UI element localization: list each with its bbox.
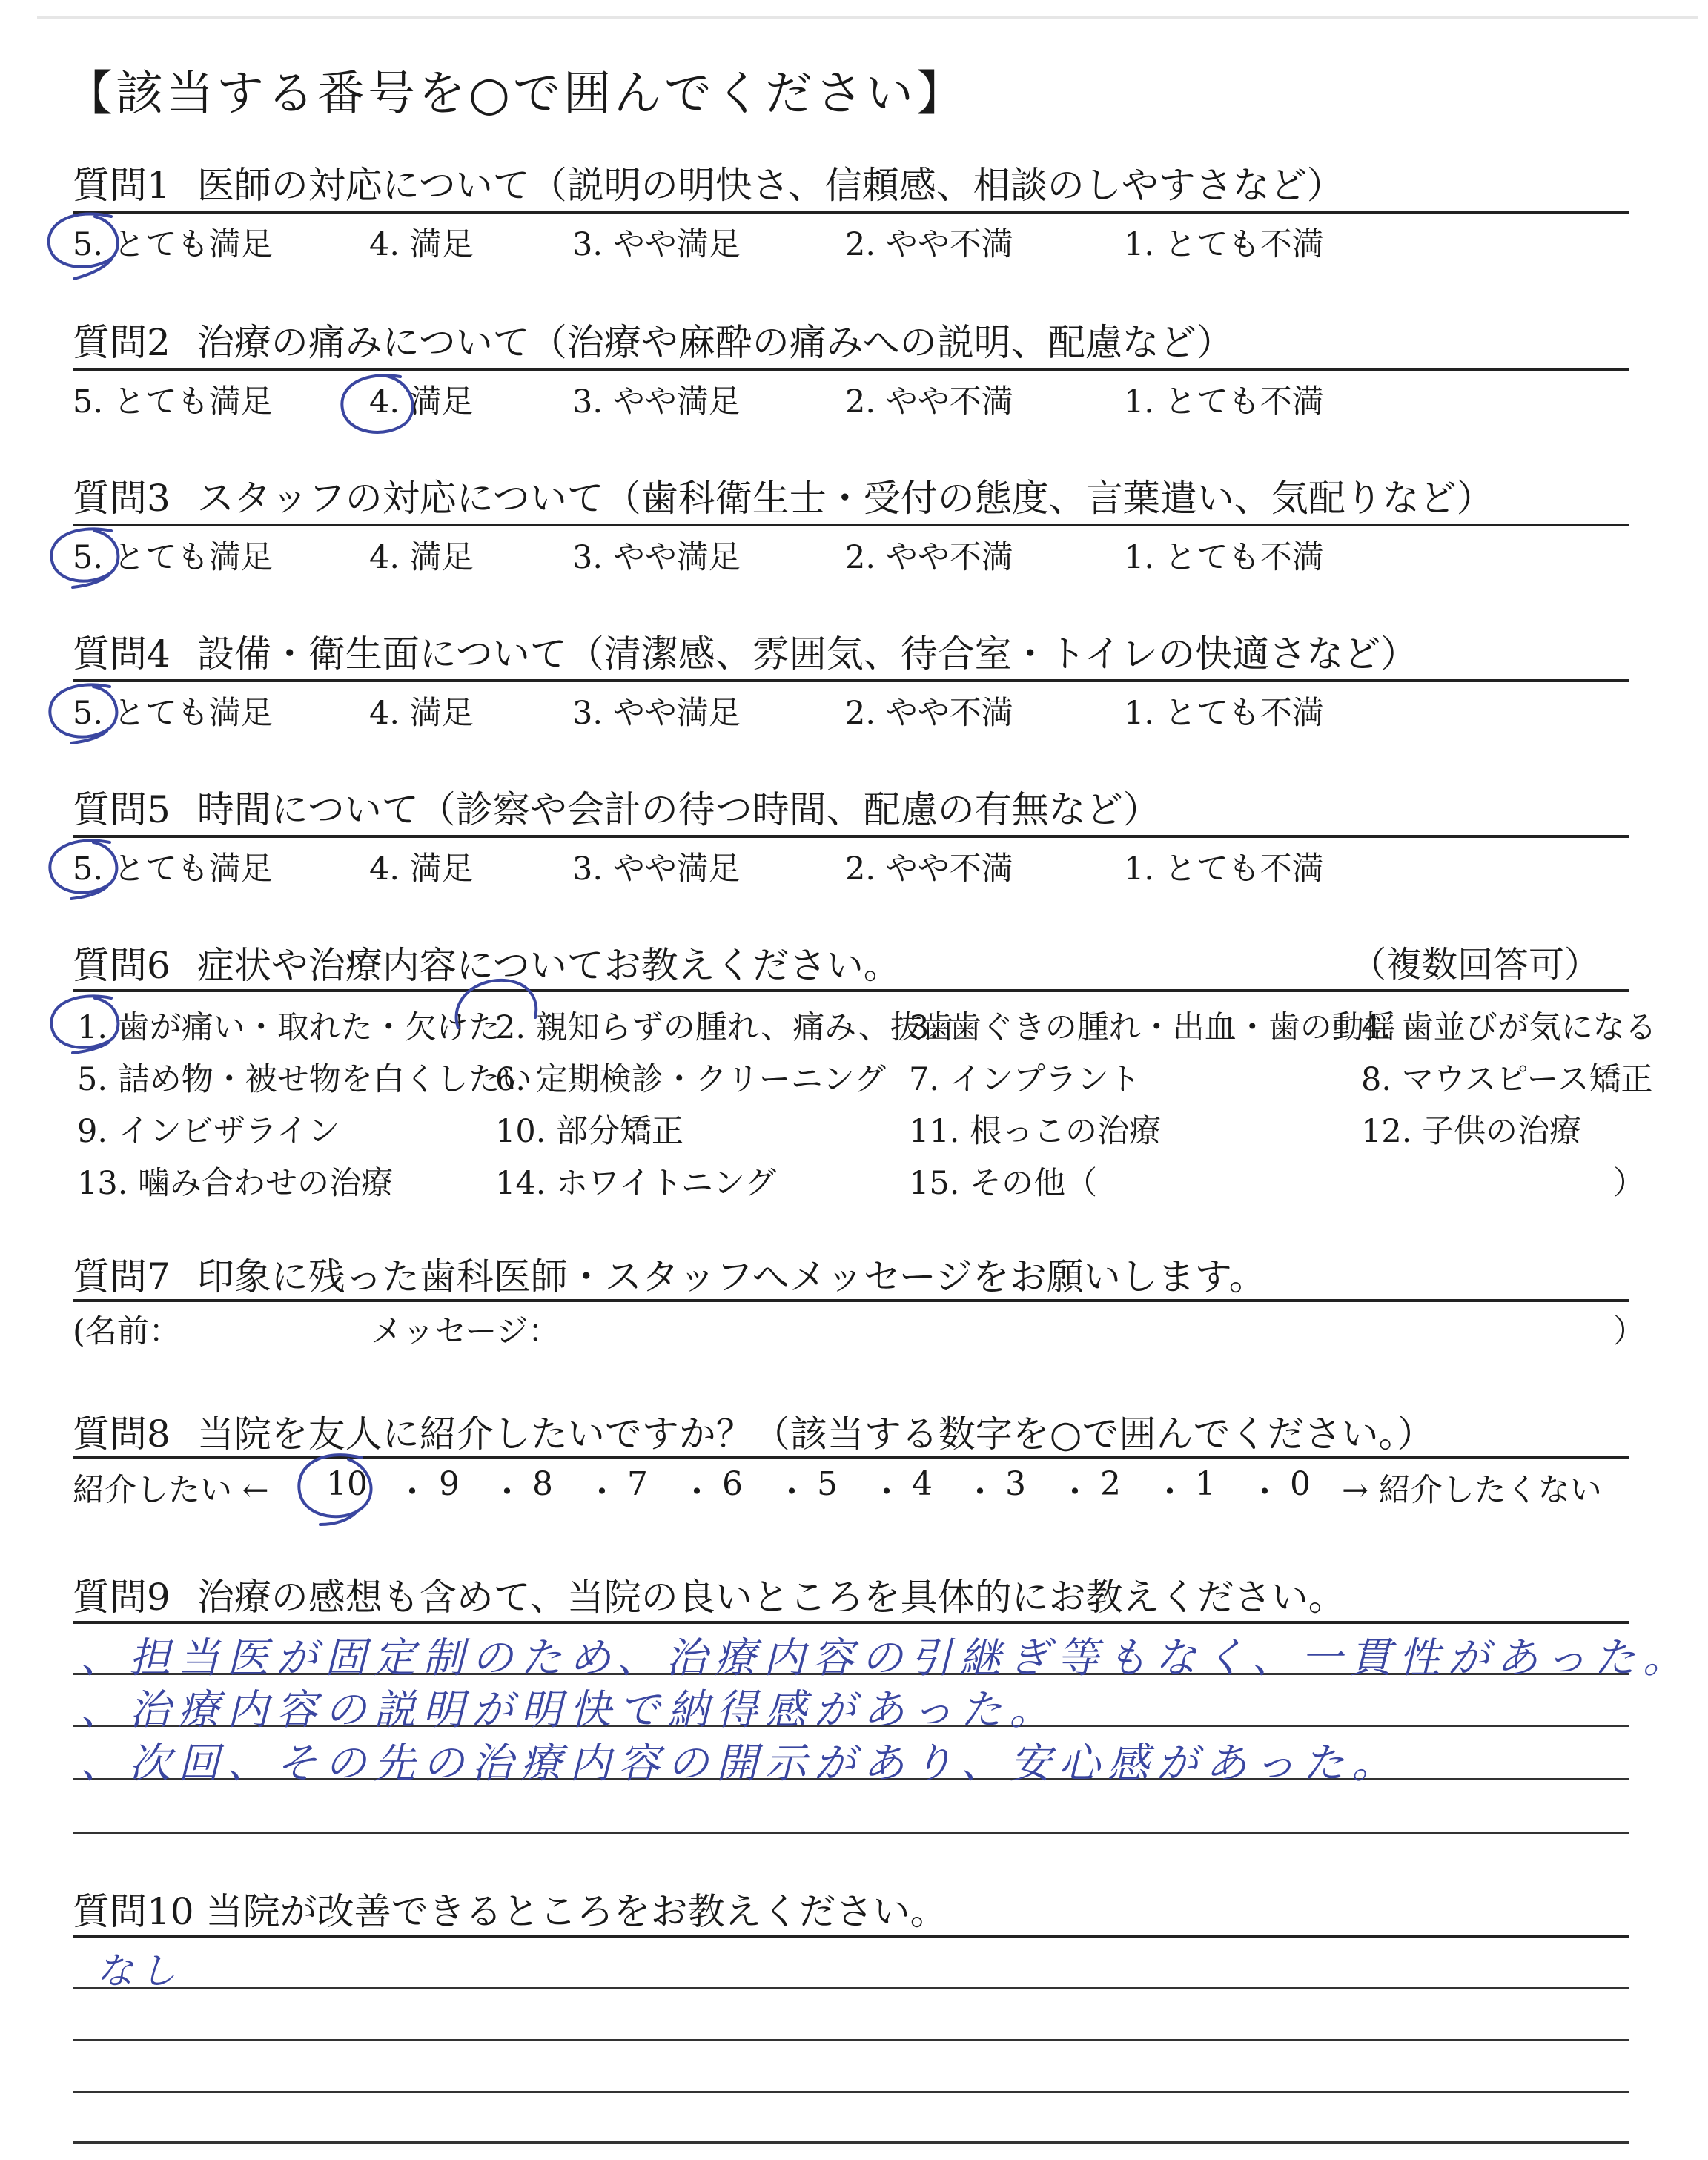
scale-separator: ・ <box>491 1473 523 1511</box>
q1-option-5[interactable]: 5. とても満足 <box>73 226 273 263</box>
q3-option-1[interactable]: 1. とても不満 <box>1124 539 1324 576</box>
q6-option-11[interactable]: 11. 根っこの治療 <box>909 1113 1162 1150</box>
question-1-title <box>73 156 1344 209</box>
scale-separator: ・ <box>396 1473 428 1511</box>
q6-option-8[interactable]: 8. マウスピース矯正 <box>1361 1061 1653 1098</box>
scale-7[interactable]: 7 <box>627 1465 648 1503</box>
question-text: 治療の痛みについて（治療や麻酔の痛みへの説明、配慮など） <box>196 321 1234 364</box>
q1-option-2[interactable]: 2. やや不満 <box>845 226 1013 263</box>
scale-6[interactable]: 6 <box>722 1465 743 1503</box>
question-number: 質問8 <box>73 1413 171 1456</box>
question-number: 質問6 <box>73 944 171 987</box>
q6-option-13[interactable]: 13. 噛み合わせの治療 <box>77 1165 394 1202</box>
q3-option-3[interactable]: 3. やや満足 <box>572 539 741 576</box>
question-rule <box>73 524 1629 526</box>
question-rule <box>73 835 1629 838</box>
question-number: 質問4 <box>73 633 171 676</box>
q5-option-2[interactable]: 2. やや不満 <box>845 851 1013 888</box>
question-rule <box>73 1621 1629 1624</box>
top-rule <box>37 16 1698 19</box>
q6-option-6[interactable]: 6. 定期検診・クリーニング <box>495 1061 886 1098</box>
name-label: (名前： <box>73 1313 181 1350</box>
q6-option-3[interactable]: 3. 歯ぐきの腫れ・出血・歯の動揺 <box>909 1009 1396 1046</box>
q5-option-3[interactable]: 3. やや満足 <box>572 851 741 888</box>
question-rule <box>73 368 1629 371</box>
question-5-title <box>73 780 1160 833</box>
q2-option-5[interactable]: 5. とても満足 <box>73 383 273 420</box>
q6-option-7[interactable]: 7. インプラント <box>909 1061 1141 1098</box>
answer-line <box>73 2039 1629 2041</box>
scale-3[interactable]: 3 <box>1005 1465 1026 1503</box>
q4-option-5[interactable]: 5. とても満足 <box>73 695 273 732</box>
multiple-answer-note: （複数回答可） <box>1350 944 1600 985</box>
q6-option-5[interactable]: 5. 詰め物・被せ物を白くしたい <box>77 1061 532 1098</box>
question-3-title <box>73 469 1494 522</box>
q3-option-5[interactable]: 5. とても満足 <box>73 539 273 576</box>
question-number: 質問10 <box>73 1890 194 1933</box>
scale-2[interactable]: 2 <box>1100 1465 1121 1503</box>
question-text: 当院を友人に紹介したいですか？（該当する数字を○で囲んでください。） <box>196 1413 1434 1456</box>
question-text: 時間について（診察や会計の待つ時間、配慮の有無など） <box>196 788 1160 831</box>
answer-line <box>73 1832 1629 1834</box>
q1-option-4[interactable]: 4. 満足 <box>369 226 474 263</box>
scale-9[interactable]: 9 <box>439 1465 460 1503</box>
question-text: スタッフの対応について（歯科衛生士・受付の態度、言葉遣い、気配りなど） <box>196 477 1494 520</box>
question-6-title <box>73 936 901 989</box>
question-7-title <box>73 1247 1266 1301</box>
question-number: 質問9 <box>73 1576 171 1619</box>
answer-line <box>73 2141 1629 2144</box>
q9-answer-line-1[interactable]: 、担当医が固定制のため、治療内容の引継ぎ等もなく、一貫性があった。 <box>80 1634 1692 1682</box>
q3-option-2[interactable]: 2. やや不満 <box>845 539 1013 576</box>
q4-option-2[interactable]: 2. やや不満 <box>845 695 1013 732</box>
question-text: 当院が改善できるところをお教えください。 <box>205 1890 947 1933</box>
q2-option-3[interactable]: 3. やや満足 <box>572 383 741 420</box>
q10-answer[interactable]: なし <box>96 1949 182 1992</box>
scale-1[interactable]: 1 <box>1195 1465 1216 1503</box>
recommend-right-label: → 紹介したくない <box>1342 1472 1602 1509</box>
question-number: 質問2 <box>73 321 171 364</box>
scale-10[interactable]: 10 <box>326 1465 368 1503</box>
q9-answer-line-2[interactable]: 、治療内容の説明が明快で納得感があった。 <box>80 1686 1059 1734</box>
question-text: 症状や治療内容についてお教えください。 <box>196 944 901 987</box>
scale-separator: ・ <box>870 1473 903 1511</box>
question-rule <box>73 1456 1629 1459</box>
question-number: 質問3 <box>73 477 171 520</box>
message-close-paren: ） <box>1613 1313 1645 1350</box>
q2-option-2[interactable]: 2. やや不満 <box>845 383 1013 420</box>
question-text: 印象に残った歯科医師・スタッフへメッセージをお願いします。 <box>196 1255 1266 1298</box>
question-9-title <box>73 1568 1345 1621</box>
question-text: 設備・衛生面について（清潔感、雰囲気、待合室・トイレの快適さなど） <box>196 633 1418 676</box>
q1-option-3[interactable]: 3. やや満足 <box>572 226 741 263</box>
other-close-paren: ） <box>1613 1165 1645 1202</box>
question-number: 質問1 <box>73 164 171 207</box>
scale-0[interactable]: 0 <box>1290 1465 1311 1503</box>
q6-option-9[interactable]: 9. インビザライン <box>77 1113 340 1150</box>
q5-option-5[interactable]: 5. とても満足 <box>73 851 273 888</box>
q3-option-4[interactable]: 4. 満足 <box>369 539 474 576</box>
answer-line <box>73 2091 1629 2093</box>
recommend-left-label: 紹介したい ← <box>73 1472 269 1509</box>
q6-option-14[interactable]: 14. ホワイトニング <box>495 1165 777 1202</box>
question-rule <box>73 679 1629 682</box>
scale-8[interactable]: 8 <box>532 1465 553 1503</box>
q6-option-4[interactable]: 4. 歯並びが気になる <box>1361 1009 1657 1046</box>
question-number: 質問5 <box>73 788 171 831</box>
q2-option-4[interactable]: 4. 満足 <box>369 383 474 420</box>
question-10-title <box>73 1882 947 1935</box>
scale-separator: ・ <box>586 1473 618 1511</box>
question-4-title <box>73 624 1417 678</box>
scale-separator: ・ <box>1153 1473 1186 1511</box>
question-rule <box>73 1299 1629 1302</box>
scale-separator: ・ <box>775 1473 808 1511</box>
question-text: 治療の感想も含めて、当院の良いところを具体的にお教えください。 <box>196 1576 1345 1619</box>
question-rule <box>73 1935 1629 1938</box>
q9-answer-line-3[interactable]: 、次回、その先の治療内容の開示があり、安心感があった。 <box>80 1740 1401 1788</box>
scale-separator: ・ <box>1248 1473 1281 1511</box>
question-2-title <box>73 313 1234 366</box>
question-rule <box>73 989 1629 992</box>
question-8-title <box>73 1404 1434 1458</box>
q4-option-1[interactable]: 1. とても不満 <box>1124 695 1324 732</box>
page-title: 【該当する番号を○で囲んでください】 <box>65 67 967 122</box>
q4-option-3[interactable]: 3. やや満足 <box>572 695 741 732</box>
question-rule <box>73 211 1629 214</box>
scale-separator: ・ <box>681 1473 713 1511</box>
question-number: 質問7 <box>73 1255 171 1298</box>
scale-5[interactable]: 5 <box>817 1465 838 1503</box>
q1-option-1[interactable]: 1. とても不満 <box>1124 226 1324 263</box>
q6-option-2[interactable]: 2. 親知らずの腫れ、痛み、抜歯 <box>495 1009 954 1046</box>
scale-separator: ・ <box>964 1473 996 1511</box>
q6-option-12[interactable]: 12. 子供の治療 <box>1361 1113 1582 1150</box>
q4-option-4[interactable]: 4. 満足 <box>369 695 474 732</box>
q6-option-1[interactable]: 1. 歯が痛い・取れた・欠けた <box>77 1009 500 1046</box>
message-label: メッセージ： <box>371 1313 560 1350</box>
q6-option-15[interactable]: 15. その他（ <box>909 1165 1098 1202</box>
q5-option-1[interactable]: 1. とても不満 <box>1124 851 1324 888</box>
scale-separator: ・ <box>1059 1473 1091 1511</box>
scale-4[interactable]: 4 <box>912 1465 933 1503</box>
q6-option-10[interactable]: 10. 部分矯正 <box>495 1113 684 1150</box>
q5-option-4[interactable]: 4. 満足 <box>369 851 474 888</box>
q2-option-1[interactable]: 1. とても不満 <box>1124 383 1324 420</box>
question-text: 医師の対応について（説明の明快さ、信頼感、相談のしやすさなど） <box>196 164 1344 207</box>
answer-line <box>73 1987 1629 1989</box>
